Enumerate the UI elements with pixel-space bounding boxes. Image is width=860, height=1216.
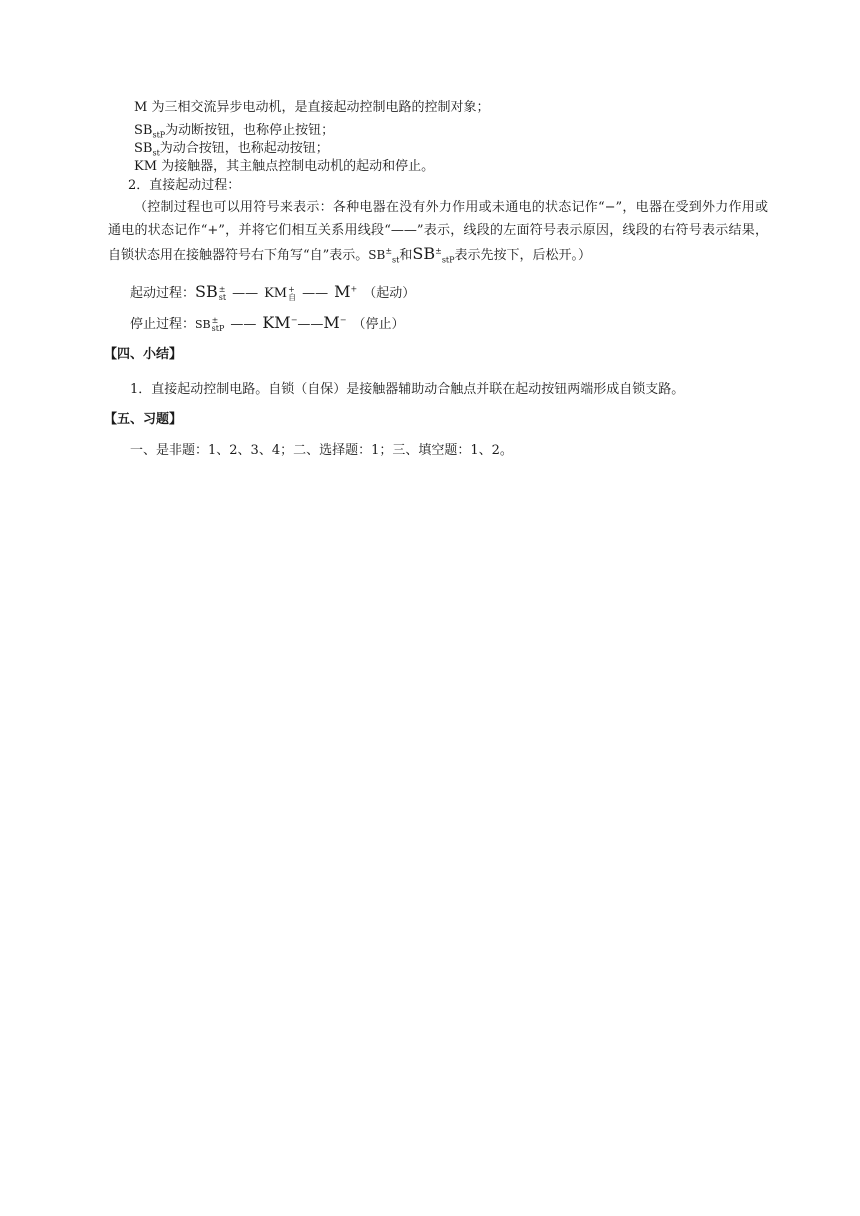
step-two-heading: 2．直接起动过程： (128, 178, 241, 193)
summary-text: 1．直接起动控制电路。自锁（自保）是接触器辅助动合触点并联在起动按钮两端形成自锁支路。 (130, 382, 685, 397)
start-button-description: $SB_{st}$为动合按钮，也称起动按钮； (134, 141, 329, 158)
exercise-text: 一、是非题：1、2、3、4；二、选择题：1；三、填空题：1、2。 (130, 443, 513, 458)
contactor-description: KM 为接触器，其主触点控制电动机的起动和停止。 (134, 159, 435, 174)
stop-process-line: 停止过程：SB ± stP —— KM−——M− （停止） (130, 313, 405, 333)
notation-paragraph: （控制过程也可以用符号来表示：各种电器在没有外力作用或未通电的状态记作“−”，电器在受到外力作用或通电的状态记作“+”，并将它们相互关系用线段“——”表示，线段的左面符号表示原因，线段的右符号表示结果，自锁状态用在接触器符号右下角写“自”表示。$SB^\pm_{st}$和$SB^\pm_{stP}$表示先按下，后松开。） (108, 200, 768, 265)
stop-button-description: $SB_{stP}$为动断按钮，也称停止按钮； (134, 123, 335, 140)
start-process-line: 起动过程：SB ± st —— KM + 自 —— M+ （起动） (130, 282, 416, 302)
motor-description: M 为三相交流异步电动机，是直接起动控制电路的控制对象； (134, 100, 490, 115)
summary-heading: 【四、小结】 (104, 347, 183, 362)
exercise-heading: 【五、习题】 (104, 412, 183, 427)
